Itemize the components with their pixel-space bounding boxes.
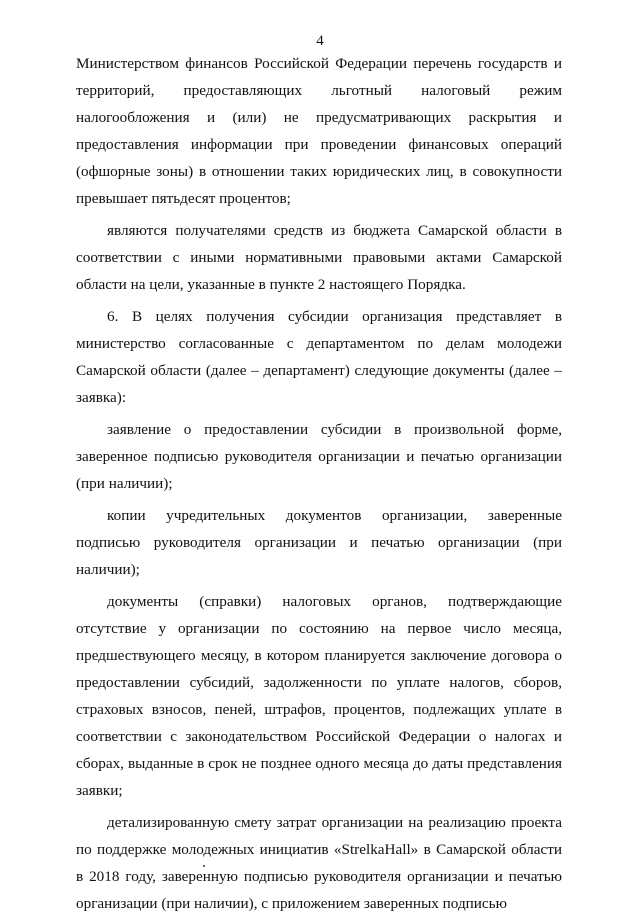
paragraph-item-6: 6. В целях получения субсидии организация представляет в министерство согласованные с департаментом по делам молодежи Самарской области (далее – департамент) следующие документы (далее – заявка):	[76, 308, 562, 406]
paragraph-cost-estimate: детализированную смету затрат организации на реализацию проекта по поддержке молодежных инициатив «StrelkaHall» в Самарской области в 2018 году, заверенную подписью руководителя организации и печатью организации (при наличии), с приложением заверенных подписью	[76, 814, 562, 912]
paragraph-offshore-continuation: Министерством финансов Российской Федерации перечень государств и территорий, предоставляющих льготный налоговый режим налогообложения и (или) не предусматривающих раскрытия и предоставления информации при проведении финансовых операций (офшорные зоны) в отношении таких юридических лиц, в совокупности превышает пятьдесят процентов;	[76, 55, 562, 207]
paragraph-tax-certificates: документы (справки) налоговых органов, подтверждающие отсутствие у организации по состоянию на первое число месяца, предшествующего месяцу, в котором планируется заключение договора о предоставлении субсидий, задолженности по уплате налогов, сборов, страховых взносов, пеней, штрафов, процентов, подлежащих уплате в соответствии с законодательством Российской Федерации о налогах и сборах, выданные в срок не позднее одного месяца до даты представления заявки;	[76, 593, 562, 799]
paragraph-charter-copies: копии учредительных документов организации, заверенные подписью руководителя организации и печатью организации (при наличии);	[76, 507, 562, 578]
scan-speck	[203, 865, 205, 867]
page-number: 4	[316, 33, 324, 49]
paragraph-budget-recipients: являются получателями средств из бюджета Самарской области в соответствии с иными нормативными правовыми актами Самарской области на цели, указанные в пункте 2 настоящего Порядка.	[76, 222, 562, 293]
document-body	[76, 50, 562, 922]
paragraph-application: заявление о предоставлении субсидии в произвольной форме, заверенное подписью руководителя организации и печатью организации (при наличии);	[76, 421, 562, 492]
